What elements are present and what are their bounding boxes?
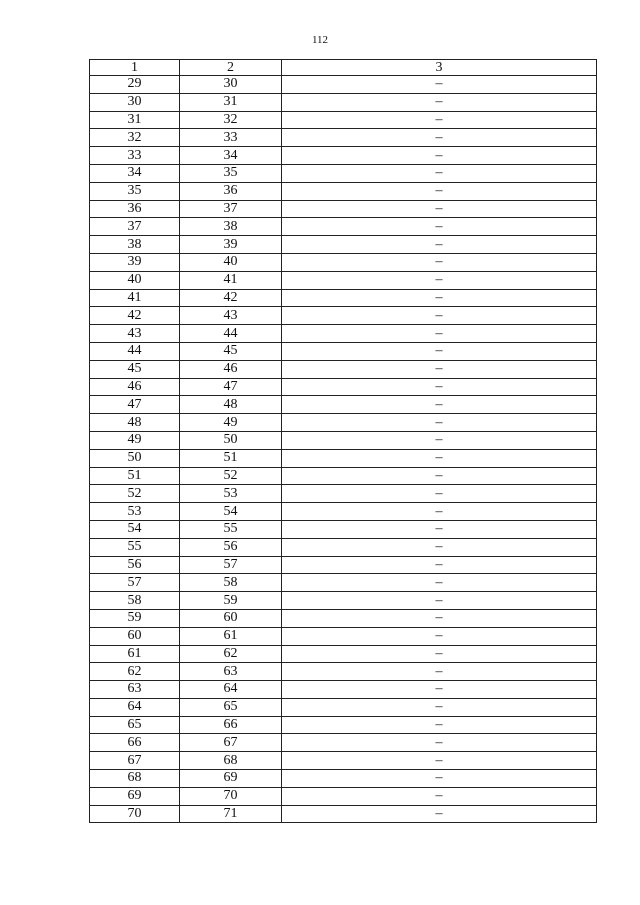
table-row: [90, 449, 597, 467]
table-cell-col-1: 56: [90, 556, 180, 574]
table-cell-col-2: 38: [180, 218, 282, 236]
table-cell-col-3: –: [282, 76, 597, 94]
table-cell-col-2: 57: [180, 556, 282, 574]
table-cell-col-3: –: [282, 325, 597, 343]
table-cell-col-1: 51: [90, 467, 180, 485]
table-cell-col-2: 62: [180, 645, 282, 663]
table-row: [90, 271, 597, 289]
table-cell-col-3: –: [282, 734, 597, 752]
table-row: [90, 307, 597, 325]
table-cell-col-3: –: [282, 467, 597, 485]
table-cell-col-2: 58: [180, 574, 282, 592]
table-row: [90, 627, 597, 645]
table-cell-col-1: 65: [90, 716, 180, 734]
table-row: [90, 787, 597, 805]
column-header-2: 2: [180, 60, 282, 76]
table-cell-col-3: –: [282, 253, 597, 271]
table-cell-col-2: 59: [180, 592, 282, 610]
table-row: [90, 805, 597, 823]
data-table: [89, 59, 597, 823]
table-cell-col-3: –: [282, 663, 597, 681]
table-cell-col-2: 49: [180, 414, 282, 432]
table-row: [90, 236, 597, 254]
table-cell-col-2: 34: [180, 147, 282, 165]
table-cell-col-2: 45: [180, 342, 282, 360]
table-cell-col-3: –: [282, 485, 597, 503]
table-row: [90, 396, 597, 414]
table-cell-col-2: 47: [180, 378, 282, 396]
table-cell-col-3: –: [282, 538, 597, 556]
table-row: [90, 76, 597, 94]
table-row: [90, 342, 597, 360]
table-cell-col-3: –: [282, 271, 597, 289]
table-cell-col-1: 46: [90, 378, 180, 396]
table-cell-col-1: 40: [90, 271, 180, 289]
table-cell-col-3: –: [282, 752, 597, 770]
table-cell-col-1: 31: [90, 111, 180, 129]
table-row: [90, 467, 597, 485]
table-row: [90, 360, 597, 378]
table-row: [90, 218, 597, 236]
table-cell-col-2: 41: [180, 271, 282, 289]
table-cell-col-3: –: [282, 698, 597, 716]
table-row: [90, 770, 597, 788]
table-cell-col-3: –: [282, 236, 597, 254]
table-cell-col-2: 53: [180, 485, 282, 503]
table-row: [90, 289, 597, 307]
table-cell-col-1: 33: [90, 147, 180, 165]
table-cell-col-3: –: [282, 431, 597, 449]
table-cell-col-1: 42: [90, 307, 180, 325]
table-cell-col-2: 61: [180, 627, 282, 645]
table-row: [90, 681, 597, 699]
table-cell-col-3: –: [282, 556, 597, 574]
table-cell-col-1: 58: [90, 592, 180, 610]
table-cell-col-1: 61: [90, 645, 180, 663]
table-cell-col-1: 63: [90, 681, 180, 699]
table-row: [90, 431, 597, 449]
table-cell-col-3: –: [282, 449, 597, 467]
table-row: [90, 253, 597, 271]
table-row: [90, 520, 597, 538]
table-cell-col-3: –: [282, 520, 597, 538]
table-cell-col-2: 51: [180, 449, 282, 467]
column-header-1: 1: [90, 60, 180, 76]
table-cell-col-2: 67: [180, 734, 282, 752]
table-cell-col-2: 44: [180, 325, 282, 343]
table-row: [90, 734, 597, 752]
table-cell-col-3: –: [282, 129, 597, 147]
table-cell-col-1: 36: [90, 200, 180, 218]
table-cell-col-3: –: [282, 396, 597, 414]
table-row: [90, 485, 597, 503]
table-cell-col-1: 35: [90, 182, 180, 200]
table-cell-col-2: 31: [180, 93, 282, 111]
table-cell-col-1: 37: [90, 218, 180, 236]
table-row: [90, 716, 597, 734]
table-cell-col-2: 56: [180, 538, 282, 556]
table-cell-col-2: 35: [180, 164, 282, 182]
table-row: [90, 164, 597, 182]
table-cell-col-3: –: [282, 218, 597, 236]
table-cell-col-1: 29: [90, 76, 180, 94]
table-cell-col-1: 50: [90, 449, 180, 467]
table-cell-col-1: 59: [90, 609, 180, 627]
table-row: [90, 111, 597, 129]
table-cell-col-2: 30: [180, 76, 282, 94]
table-cell-col-3: –: [282, 787, 597, 805]
table-row: [90, 93, 597, 111]
table-cell-col-2: 52: [180, 467, 282, 485]
table-cell-col-1: 66: [90, 734, 180, 752]
table-cell-col-1: 38: [90, 236, 180, 254]
table-cell-col-3: –: [282, 182, 597, 200]
table-cell-col-3: –: [282, 307, 597, 325]
table-cell-col-3: –: [282, 111, 597, 129]
table-row: [90, 182, 597, 200]
table-cell-col-1: 55: [90, 538, 180, 556]
table-cell-col-2: 70: [180, 787, 282, 805]
table-cell-col-2: 32: [180, 111, 282, 129]
table-row: [90, 325, 597, 343]
table-cell-col-2: 37: [180, 200, 282, 218]
table-row: [90, 663, 597, 681]
table-cell-col-2: 64: [180, 681, 282, 699]
table-cell-col-2: 68: [180, 752, 282, 770]
table-cell-col-1: 57: [90, 574, 180, 592]
table-cell-col-3: –: [282, 609, 597, 627]
table-cell-col-2: 66: [180, 716, 282, 734]
table-cell-col-2: 33: [180, 129, 282, 147]
table-row: [90, 200, 597, 218]
column-header-3: 3: [282, 60, 597, 76]
table-cell-col-1: 48: [90, 414, 180, 432]
table-cell-col-3: –: [282, 342, 597, 360]
table-cell-col-2: 69: [180, 770, 282, 788]
table-cell-col-1: 49: [90, 431, 180, 449]
table-cell-col-1: 44: [90, 342, 180, 360]
table-cell-col-1: 43: [90, 325, 180, 343]
table-cell-col-1: 67: [90, 752, 180, 770]
table-cell-col-1: 34: [90, 164, 180, 182]
table-row: [90, 129, 597, 147]
table-row: [90, 698, 597, 716]
table-cell-col-3: –: [282, 93, 597, 111]
table-cell-col-1: 62: [90, 663, 180, 681]
table-cell-col-2: 55: [180, 520, 282, 538]
table-cell-col-3: –: [282, 200, 597, 218]
table-cell-col-1: 39: [90, 253, 180, 271]
table-cell-col-3: –: [282, 360, 597, 378]
table-cell-col-2: 50: [180, 431, 282, 449]
table-cell-col-2: 48: [180, 396, 282, 414]
table-row: [90, 414, 597, 432]
table-cell-col-1: 47: [90, 396, 180, 414]
table-cell-col-3: –: [282, 627, 597, 645]
table-cell-col-1: 41: [90, 289, 180, 307]
table-cell-col-3: –: [282, 805, 597, 823]
table-row: [90, 609, 597, 627]
table-row: [90, 556, 597, 574]
table-cell-col-1: 64: [90, 698, 180, 716]
table-cell-col-2: 60: [180, 609, 282, 627]
table-row: [90, 752, 597, 770]
table-row: [90, 538, 597, 556]
table-cell-col-2: 42: [180, 289, 282, 307]
table-cell-col-1: 32: [90, 129, 180, 147]
table-cell-col-3: –: [282, 503, 597, 521]
table-row: [90, 574, 597, 592]
table-cell-col-1: 53: [90, 503, 180, 521]
table-row: [90, 378, 597, 396]
table-cell-col-1: 70: [90, 805, 180, 823]
table-cell-col-3: –: [282, 289, 597, 307]
page-number: 112: [311, 34, 329, 46]
table-cell-col-2: 43: [180, 307, 282, 325]
table-cell-col-2: 46: [180, 360, 282, 378]
table-cell-col-2: 63: [180, 663, 282, 681]
table-cell-col-3: –: [282, 378, 597, 396]
table-cell-col-2: 54: [180, 503, 282, 521]
table-row: [90, 592, 597, 610]
table-row: [90, 645, 597, 663]
table-header-row: [90, 60, 597, 76]
table-row: [90, 503, 597, 521]
table-cell-col-3: –: [282, 574, 597, 592]
table-cell-col-3: –: [282, 645, 597, 663]
table-row: [90, 147, 597, 165]
table-cell-col-3: –: [282, 592, 597, 610]
table-cell-col-2: 36: [180, 182, 282, 200]
table-cell-col-3: –: [282, 414, 597, 432]
table-body: [90, 60, 597, 823]
table-cell-col-1: 68: [90, 770, 180, 788]
table-cell-col-2: 65: [180, 698, 282, 716]
table-cell-col-1: 60: [90, 627, 180, 645]
table-cell-col-1: 69: [90, 787, 180, 805]
table-cell-col-2: 39: [180, 236, 282, 254]
table-cell-col-3: –: [282, 147, 597, 165]
table-cell-col-3: –: [282, 716, 597, 734]
table-cell-col-2: 40: [180, 253, 282, 271]
table-cell-col-3: –: [282, 164, 597, 182]
table-cell-col-2: 71: [180, 805, 282, 823]
table-cell-col-1: 52: [90, 485, 180, 503]
table-cell-col-1: 54: [90, 520, 180, 538]
table-cell-col-1: 45: [90, 360, 180, 378]
table-cell-col-1: 30: [90, 93, 180, 111]
table-cell-col-3: –: [282, 681, 597, 699]
table-cell-col-3: –: [282, 770, 597, 788]
